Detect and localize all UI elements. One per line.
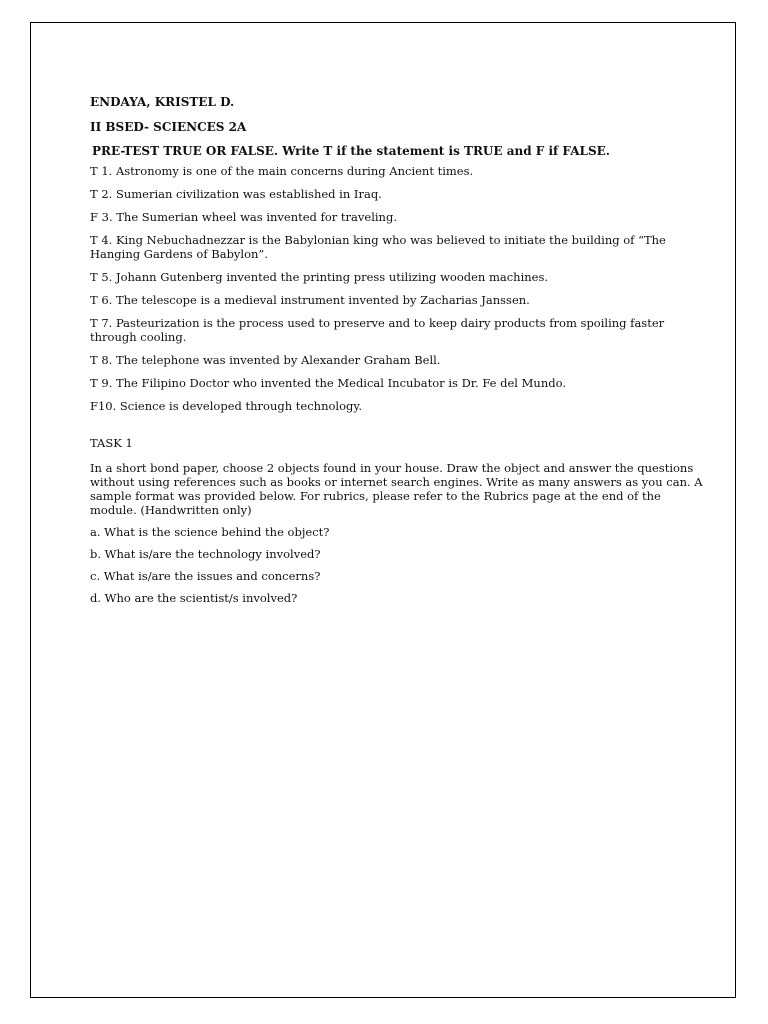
pretest-item: T 8. The telephone was invented by Alexander Graham Bell. [90,353,441,367]
task-title: TASK 1 [90,436,133,450]
pretest-item: F10. Science is developed through technology. [90,399,362,413]
pretest-item: T 5. Johann Gutenberg invented the printing press utilizing wooden machines. [90,270,549,284]
student-name: ENDAYA, KRISTEL D. [90,95,235,109]
task-instructions: In a short bond paper, choose 2 objects found in your house. Draw the object and answer the questions without using references such as books or internet search engines. Write as many answers as you can. A sample format was provided below. For rubrics, please refer to the Rubrics page at the end of the module. (Handwritten only) [90,461,703,517]
pretest-list [90,164,710,413]
task-question: b. What is/are the technology involved? [90,547,321,561]
pretest-item: T 7. Pasteurization is the process used to preserve and to keep dairy products from spoiling faster through cooling. [90,316,665,344]
pretest-item: T 9. The Filipino Doctor who invented the Medical Incubator is Dr. Fe del Mundo. [90,376,566,390]
pretest-item: T 2. Sumerian civilization was established in Iraq. [90,187,382,201]
document-content [90,95,710,613]
document-page [30,22,736,998]
student-section: II BSED- SCIENCES 2A [90,120,247,134]
pretest-item: T 6. The telescope is a medieval instrument invented by Zacharias Janssen. [90,293,530,307]
task-question: c. What is/are the issues and concerns? [90,569,321,583]
pretest-item: F 3. The Sumerian wheel was invented for traveling. [90,210,397,224]
task-question: d. Who are the scientist/s involved? [90,591,298,605]
pretest-instruction: PRE-TEST TRUE OR FALSE. Write T if the statement is TRUE and F if FALSE. [92,144,610,158]
pretest-item: T 4. King Nebuchadnezzar is the Babylonian king who was believed to initiate the building of “The Hanging Gardens of Babylon”. [90,233,666,261]
task-question: a. What is the science behind the object? [90,525,330,539]
task-questions [90,525,710,605]
pretest-item: T 1. Astronomy is one of the main concerns during Ancient times. [90,164,474,178]
